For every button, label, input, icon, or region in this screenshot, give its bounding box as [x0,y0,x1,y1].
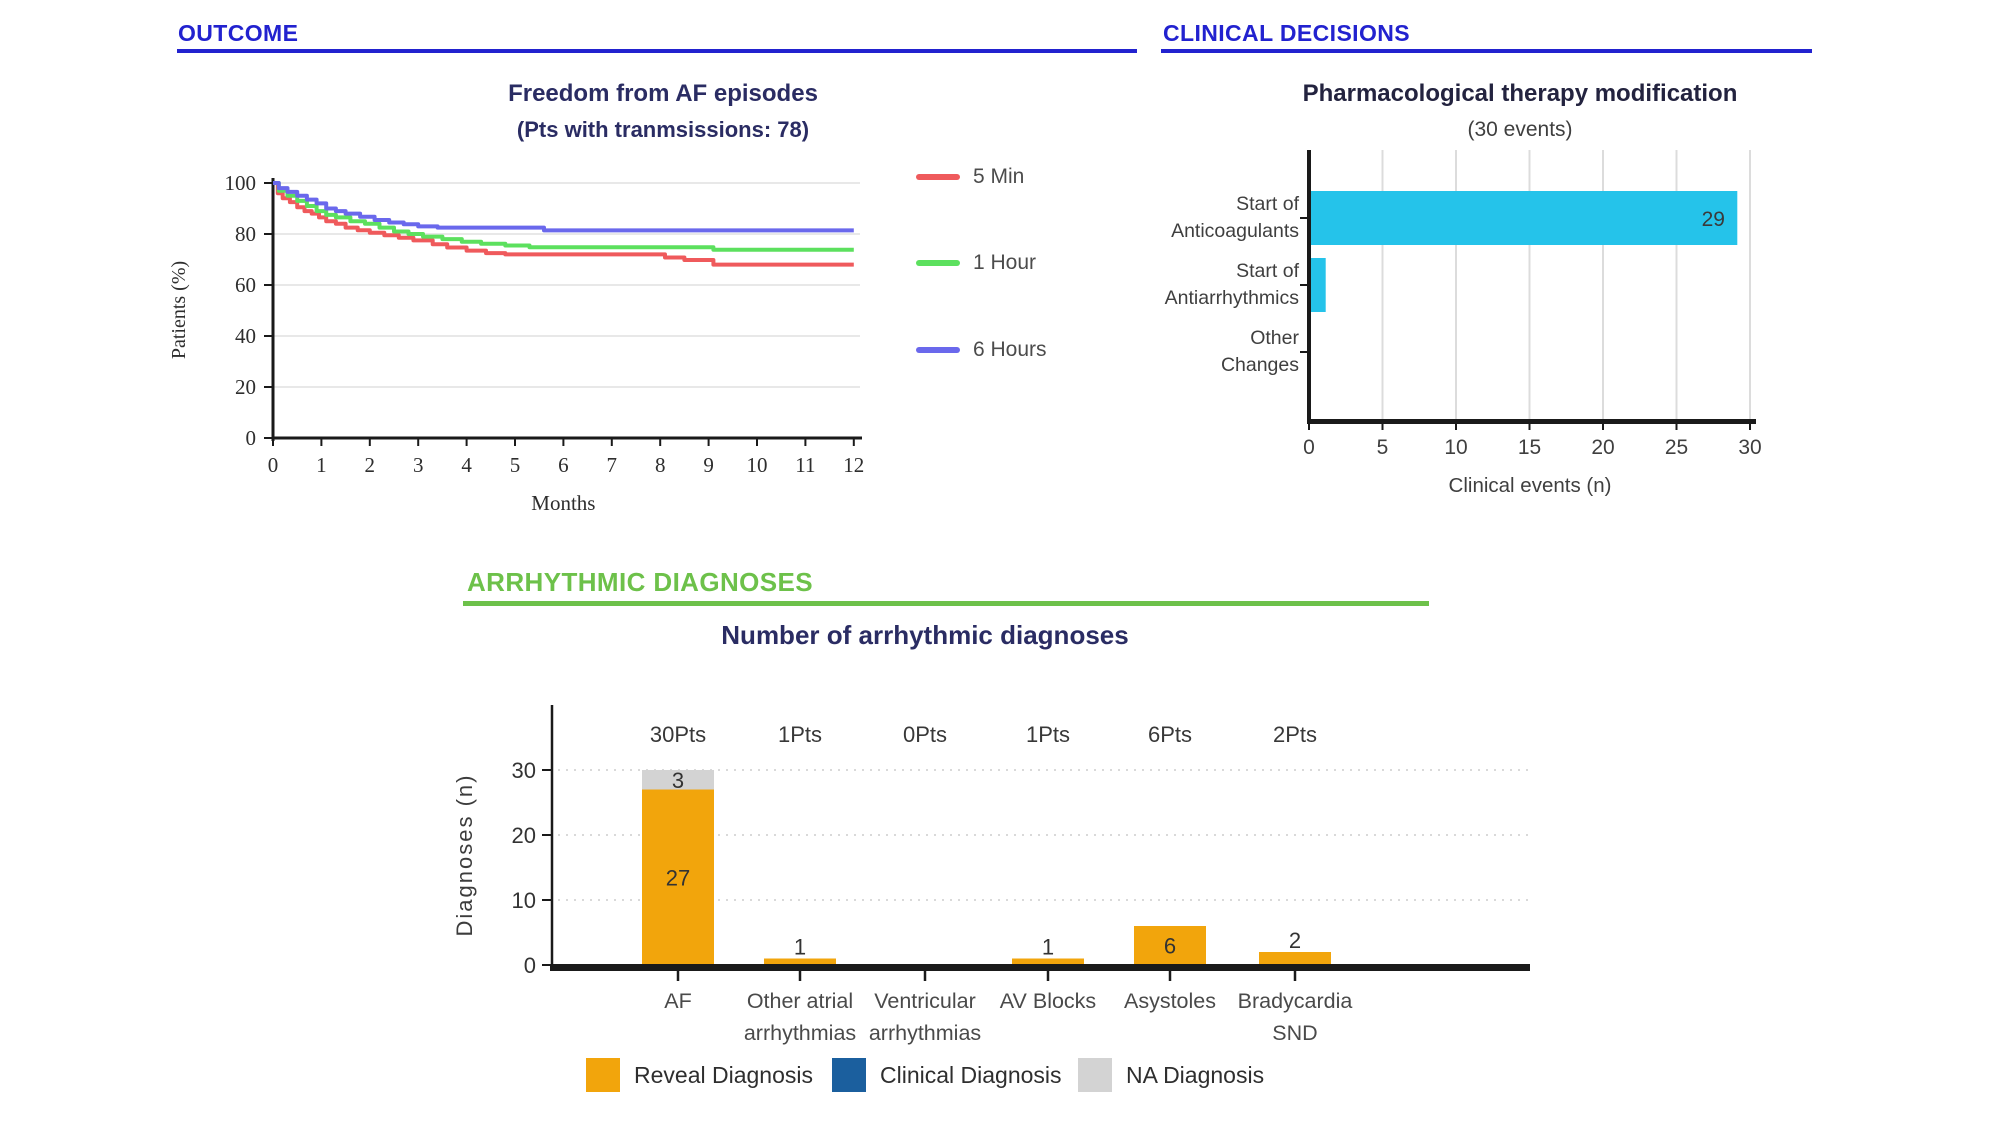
svg-text:7: 7 [606,453,618,477]
legend-line-swatch [916,347,960,353]
diagnoses-patients-label: 0Pts [902,722,948,747]
diagnoses-value-label: 2 [1288,928,1302,953]
svg-text:2: 2 [364,453,376,477]
diagnoses-category-0: AF [664,989,692,1013]
svg-text:0: 0 [523,953,536,978]
therapy-chart-subtitle: (30 events) [1467,118,1573,141]
svg-text:80: 80 [235,222,256,246]
svg-text:9: 9 [703,453,714,477]
clinical-decisions-section-header: CLINICAL DECISIONS [1163,20,1411,46]
diagnoses-category-1: Other atrial arrhythmias [743,989,857,1045]
legend-label: Clinical Diagnosis [880,1061,1062,1088]
svg-text:0: 0 [245,426,256,450]
diagnoses-patients-label: 6Pts [1147,722,1193,747]
diagnoses-patients-label: 30Pts [649,722,707,747]
km-legend-item-6hours [916,338,1047,362]
therapy-bar-0 [1311,191,1737,245]
legend-label: 5 Min [973,165,1025,188]
legend-label: 1 Hour [973,251,1037,274]
legend-square-swatch [832,1058,866,1092]
diagnoses-value-label: 1 [1041,934,1055,960]
diagnoses-value-label: 1 [793,934,807,960]
svg-text:12: 12 [843,453,865,477]
svg-text:20: 20 [235,375,256,399]
diagnoses-patients-label: 1Pts [1025,722,1071,747]
therapy-bar-value: 29 [1701,208,1725,231]
arrhythmic-diagnoses-section-rule [463,601,1429,606]
legend-item-reveal-diagnosis [586,1058,813,1092]
outcome-section-rule [177,49,1137,53]
diagnoses-bars [642,722,1331,965]
therapy-gridlines [1383,150,1751,421]
diagnoses-category-labels [664,989,1352,1045]
svg-text:100: 100 [224,171,256,195]
therapy-xaxis-label: Clinical events (n) [1448,474,1612,497]
diagnoses-stacked-bar-chart [440,690,1570,1055]
clinical-decisions-section-rule [1161,49,1812,53]
diagnoses-patients-label: 1Pts [777,722,823,747]
diagnoses-value-label: 27 [665,865,691,891]
therapy-chart-title: Pharmacological therapy modification [1302,80,1738,107]
svg-text:25: 25 [1664,436,1689,459]
diagnoses-chart-title: Number of arrhythmic diagnoses [721,620,1129,650]
svg-text:30: 30 [511,758,536,783]
therapy-bars [1311,191,1737,312]
diagnoses-yaxis-label: Diagnoses (n) [452,773,477,937]
km-xaxis-label: Months [531,491,596,515]
svg-text:10: 10 [1444,436,1468,459]
legend-square-swatch [1078,1058,1112,1092]
legend-square-swatch [586,1058,620,1092]
diagnoses-tick-labels [512,758,536,978]
legend-line-swatch [916,260,960,266]
svg-text:0: 0 [1303,436,1315,459]
svg-text:3: 3 [412,453,424,477]
diagnoses-value-label: 6 [1163,933,1177,959]
therapy-bar-chart [1150,120,1860,510]
svg-text:20: 20 [511,823,536,848]
km-yaxis-label: Patients (%) [168,260,190,360]
svg-text:5: 5 [509,453,521,477]
therapy-ticks [1300,218,1750,430]
diagnoses-category-5: Bradycardia SND [1237,989,1353,1045]
svg-text:5: 5 [1376,436,1389,459]
svg-text:30: 30 [1738,436,1762,459]
legend-label: Reveal Diagnosis [634,1061,813,1088]
diagnoses-patients-label: 2Pts [1272,722,1318,747]
therapy-axes [1307,150,1756,423]
svg-text:0: 0 [267,453,279,477]
svg-text:10: 10 [511,888,536,913]
therapy-category-2: Other Changes [1220,327,1299,376]
therapy-category-0: Start of Anticoagulants [1171,193,1299,242]
svg-text:15: 15 [1517,436,1542,459]
km-series-5-min [273,183,854,265]
legend-line-swatch [916,174,960,180]
km-series [273,183,854,265]
arrhythmic-diagnoses-section-header: ARRHYTHMIC DIAGNOSES [467,567,814,597]
km-survival-chart [150,120,930,530]
therapy-category-1: Start of Antiarrhythmics [1164,260,1299,309]
svg-text:4: 4 [461,453,472,477]
legend-item-na-diagnosis [1078,1058,1264,1092]
km-legend-item-1hour [916,251,1036,275]
diagnoses-na-value-label: 3 [671,767,685,793]
diagnoses-category-3: AV Blocks [999,989,1097,1013]
svg-text:11: 11 [795,453,816,477]
svg-text:60: 60 [235,273,256,297]
legend-label: 6 Hours [973,338,1047,361]
svg-text:40: 40 [235,324,256,348]
legend-label: NA Diagnosis [1126,1061,1265,1088]
outcome-section-header: OUTCOME [178,20,299,46]
legend-item-clinical-diagnosis [832,1058,1062,1092]
svg-text:10: 10 [746,453,768,477]
km-chart-title: Freedom from AF episodes [508,80,818,107]
diagnoses-bar-5-reveal [1259,952,1331,965]
km-legend-item-5min [916,165,1024,189]
svg-text:1: 1 [316,453,327,477]
therapy-category-labels [1165,193,1300,376]
therapy-tick-labels [1303,436,1762,459]
diagnoses-category-2: Ventricular arrhythmias [868,989,982,1045]
svg-text:6: 6 [558,453,569,477]
km-chart-subtitle: (Pts with tranmsissions: 78) [516,117,810,142]
svg-text:8: 8 [654,453,666,477]
diagnoses-category-4: Asystoles [1123,989,1217,1013]
svg-text:20: 20 [1591,436,1615,459]
therapy-bar-1 [1311,258,1326,312]
